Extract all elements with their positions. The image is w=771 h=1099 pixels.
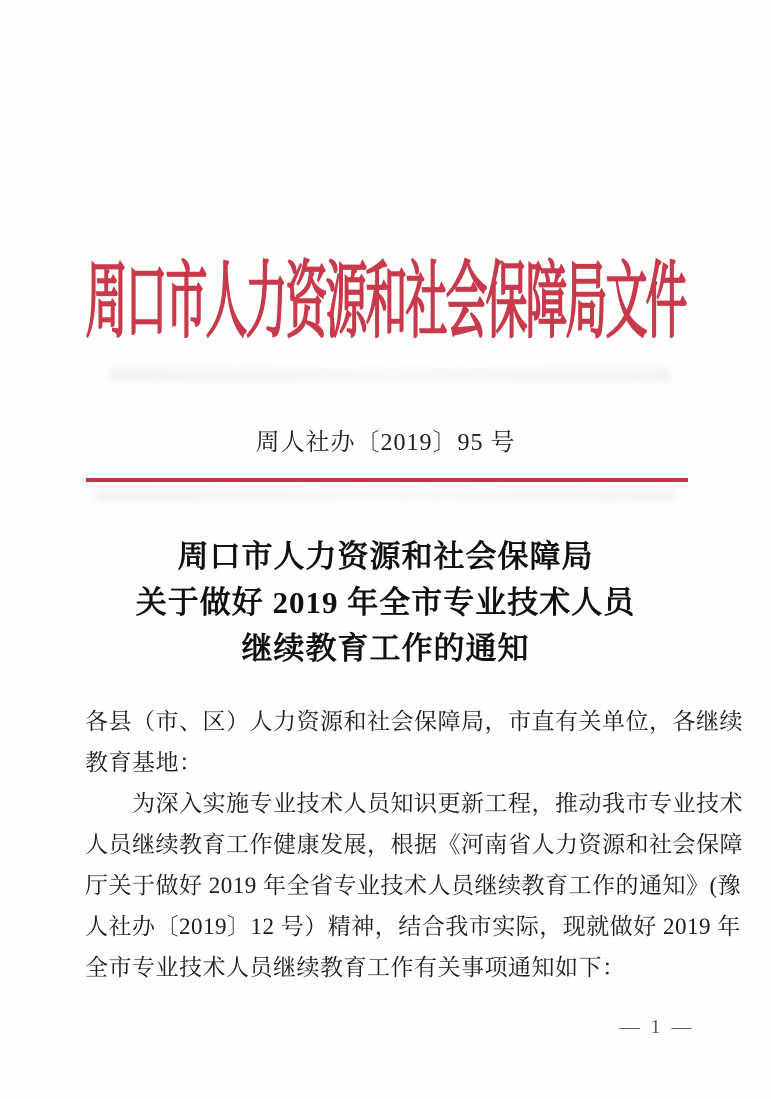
document-title [0,534,771,672]
body-text-line: 为深入实施专业技术人员知识更新工程，推动我市专业技术 [85,791,743,816]
scan-bleed-artifact [110,368,670,382]
body-text-line: 厅关于做好 2019 年全省专业技术人员继续教育工作的通知》(豫 [85,873,742,898]
body-text-line: 全市专业技术人员继续教育工作有关事项通知如下： [85,955,626,980]
document-title-line: 周口市人力资源和社会保障局 [177,539,594,574]
body-text-line: 教育基地： [85,750,203,775]
page-number: — 1 — [619,1016,695,1038]
body-text-line: 人社办〔2019〕12 号）精神，结合我市实际，现就做好 2019 年 [85,914,741,939]
document-title-line: 继续教育工作的通知 [241,631,530,666]
document-title-line: 关于做好 2019 年全市专业技术人员 [135,585,636,620]
agency-banner-wrap [0,258,771,350]
red-divider-rule [86,478,688,482]
body-text-line: 人员继续教育工作健康发展，根据《河南省人力资源和社会保障 [85,832,743,857]
agency-banner-title: 周口市人力资源和社会保障局文件 [85,258,686,350]
scan-bleed-artifact [95,489,675,501]
document-number: 周人社办〔2019〕95 号 [255,430,516,456]
document-body [85,701,743,988]
body-text-line: 各县（市、区）人力资源和社会保障局，市直有关单位，各继续 [85,709,743,734]
